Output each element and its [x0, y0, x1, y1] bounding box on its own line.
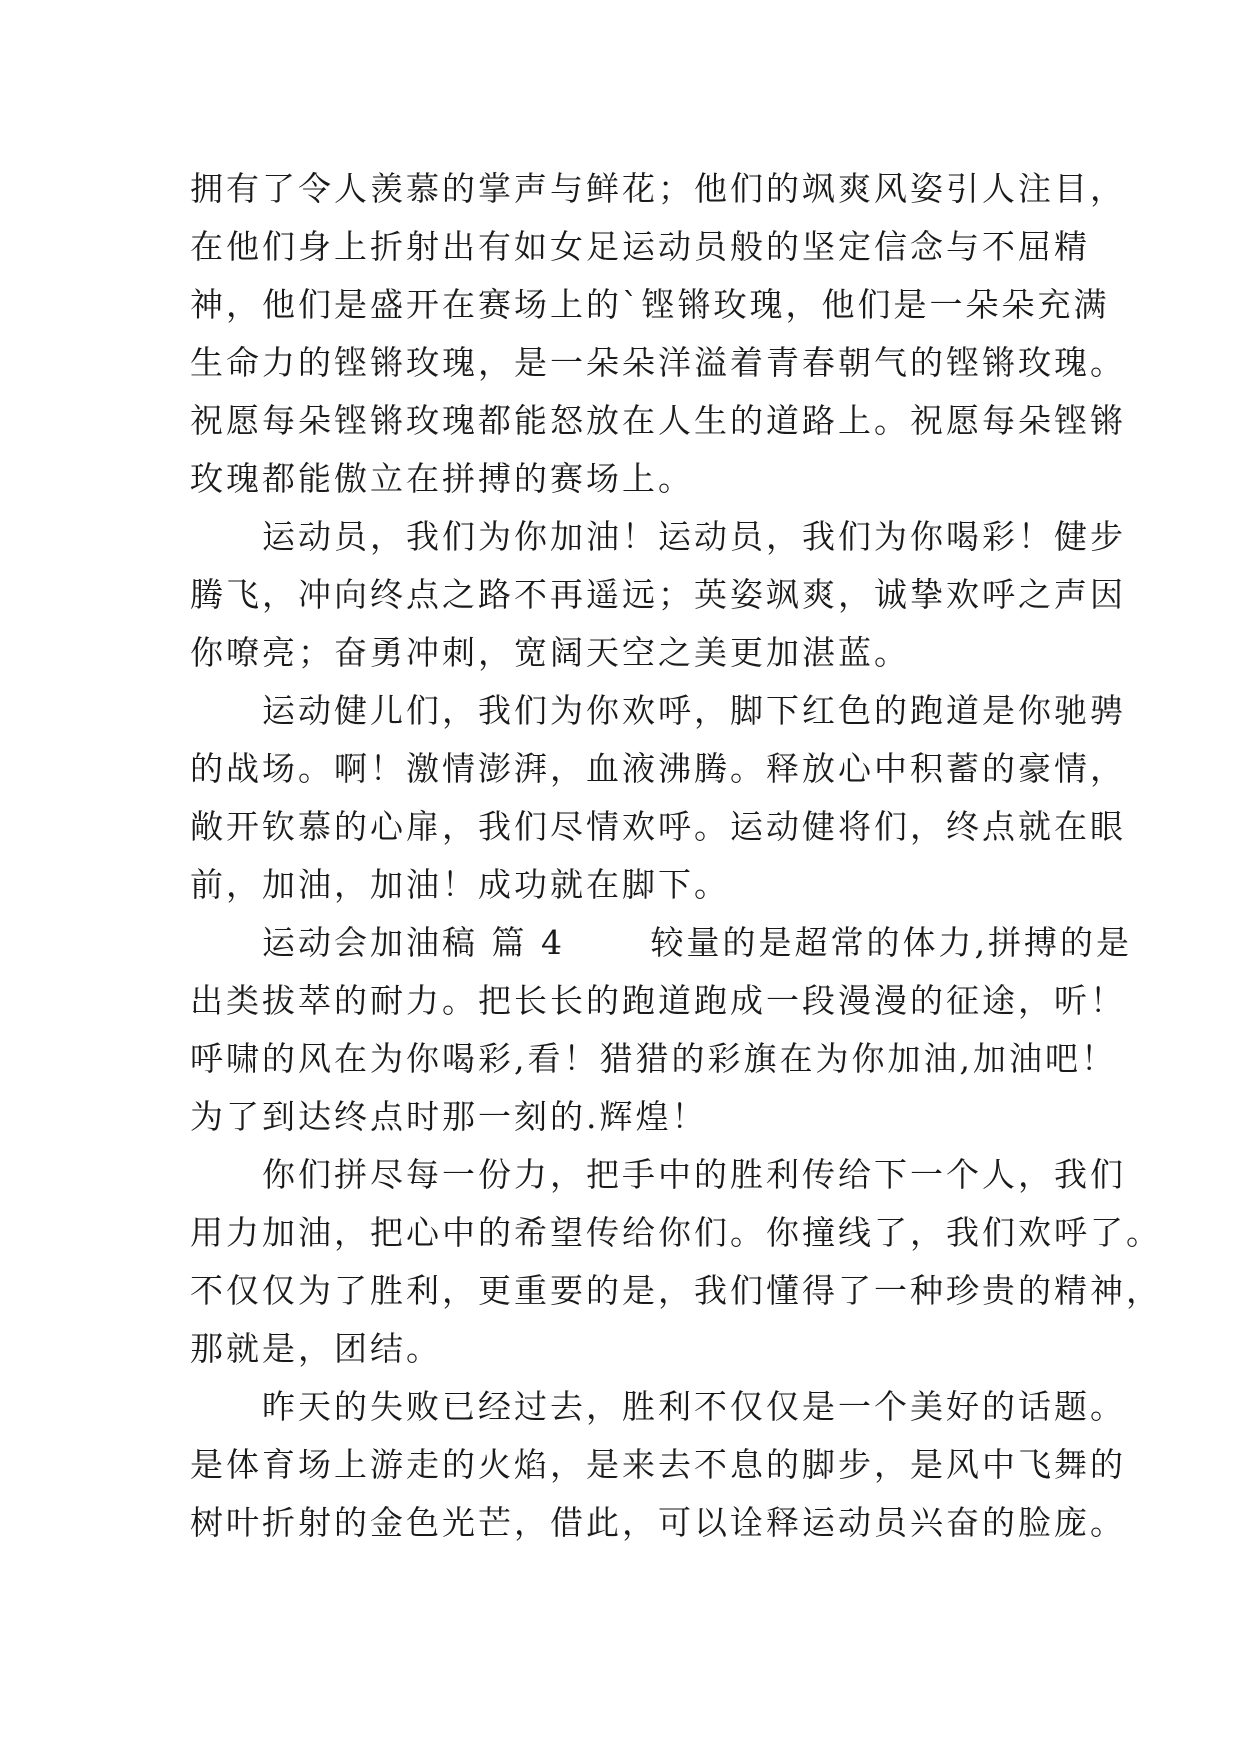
text-line: 神，他们是盛开在赛场上的`铿锵玫瑰，他们是一朵朵充满 [190, 285, 1110, 324]
paragraph-1 [190, 160, 1126, 508]
text-line: 呼啸的风在为你喝彩,看！猎猎的彩旗在为你加油,加油吧！ [190, 1039, 1117, 1078]
paragraph-2 [190, 508, 1126, 682]
text-line: 腾飞，冲向终点之路不再遥远；英姿飒爽，诚挚欢呼之声因 [190, 575, 1126, 614]
text-line: 为了到达终点时那一刻的.辉煌！ [190, 1097, 708, 1136]
paragraph-4 [190, 914, 1132, 1146]
text-line: 生命力的铿锵玫瑰，是一朵朵洋溢着青春朝气的铿锵玫瑰。 [190, 343, 1126, 382]
paragraph-3 [190, 682, 1126, 914]
text-line: 在他们身上折射出有如女足运动员般的坚定信念与不屈精 [190, 227, 1090, 266]
body-text [190, 160, 1162, 1552]
text-line: 运动会加油稿 篇 4 较量的是超常的体力,拼搏的是 [190, 923, 1132, 962]
text-line: 祝愿每朵铿锵玫瑰都能怒放在人生的道路上。祝愿每朵铿锵 [190, 401, 1126, 440]
text-line: 的战场。啊！激情澎湃，血液沸腾。释放心中积蓄的豪情， [190, 749, 1126, 788]
paragraph-6 [190, 1378, 1126, 1552]
text-line: 敞开钦慕的心扉，我们尽情欢呼。运动健将们，终点就在眼 [190, 807, 1126, 846]
text-line: 是体育场上游走的火焰，是来去不息的脚步，是风中飞舞的 [190, 1445, 1126, 1484]
text-line: 树叶折射的金色光芒，借此，可以诠释运动员兴奋的脸庞。 [190, 1503, 1126, 1542]
text-line: 你们拼尽每一份力，把手中的胜利传给下一个人，我们 [190, 1155, 1126, 1194]
text-line: 不仅仅为了胜利，更重要的是，我们懂得了一种珍贵的精神， [190, 1271, 1162, 1310]
text-line: 拥有了令人羡慕的掌声与鲜花；他们的飒爽风姿引人注目， [190, 169, 1126, 208]
text-line: 那就是，团结。 [190, 1329, 442, 1368]
text-line: 昨天的失败已经过去，胜利不仅仅是一个美好的话题。 [190, 1387, 1126, 1426]
paragraph-5 [190, 1146, 1162, 1378]
text-line: 出类拔萃的耐力。把长长的跑道跑成一段漫漫的征途，听！ [190, 981, 1126, 1020]
text-line: 用力加油，把心中的希望传给你们。你撞线了，我们欢呼了。 [190, 1213, 1162, 1252]
text-line: 运动员，我们为你加油！运动员，我们为你喝彩！健步 [190, 517, 1126, 556]
text-line: 前，加油，加油！成功就在脚下。 [190, 865, 730, 904]
text-line: 你嘹亮；奋勇冲刺，宽阔天空之美更加湛蓝。 [190, 633, 910, 672]
text-line: 玫瑰都能傲立在拼搏的赛场上。 [190, 459, 694, 498]
text-line: 运动健儿们，我们为你欢呼，脚下红色的跑道是你驰骋 [190, 691, 1126, 730]
